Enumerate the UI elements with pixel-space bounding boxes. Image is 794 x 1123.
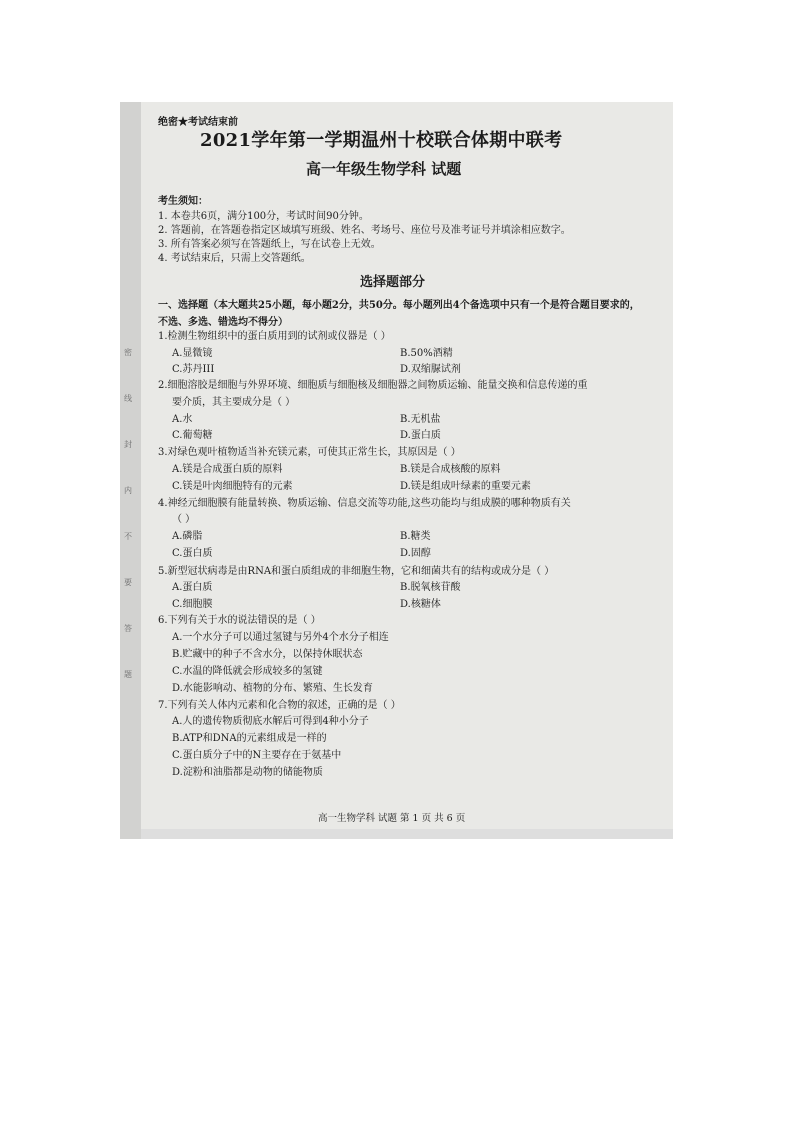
option-d: D.核糖体 [400, 599, 441, 610]
question-stem: 1.检测生物组织中的蛋白质用到的试剂或仪器是（ ） [158, 331, 391, 342]
option-b: B.镁是合成核酸的原料 [400, 464, 501, 475]
option-a: A.水 [172, 414, 193, 425]
option-d: D.双缩脲试剂 [400, 364, 461, 375]
option-b: B.脱氧核苷酸 [400, 582, 461, 593]
exam-title: 2021学年第一学期温州十校联合体期中联考 [200, 130, 563, 151]
exam-subtitle: 高一年级生物学科 试题 [306, 160, 462, 178]
question-stem: 7.下列有关人体内元素和化合物的叙述，正确的是（ ） [158, 700, 401, 711]
section-title: 选择题部分 [360, 275, 426, 290]
option-d: D.固醇 [400, 548, 431, 559]
notice-item: 3. 所有答案必须写在答题纸上，写在试卷上无效。 [158, 239, 381, 250]
binding-margin-text: 密 线 封 内 不 要 答 题 [124, 348, 132, 679]
notice-item: 4. 考试结束后，只需上交答题纸。 [158, 253, 311, 264]
secret-label: 绝密★考试结束前 [158, 117, 238, 128]
question-stem: 4.神经元细胞膜有能量转换、物质运输、信息交流等功能,这些功能均与组成膜的哪种物质有关 [158, 498, 571, 509]
option-c: C.蛋白质 [172, 548, 213, 559]
option-b: B.糖类 [400, 531, 431, 542]
question-stem: 2.细胞溶胶是细胞与外界环境、细胞质与细胞核及细胞器之间物质运输、能量交换和信息传递的重 [158, 380, 588, 391]
question-stem-continued: （ ） [172, 514, 196, 525]
question-stem-continued: 要介质，其主要成分是（ ） [172, 397, 296, 408]
option-a: A.磷脂 [172, 531, 203, 542]
option-a: A.人的遗传物质彻底水解后可得到4种小分子 [172, 716, 369, 727]
page-footer: 高一生物学科 试题 第 1 页 共 6 页 [318, 813, 466, 824]
option-a: A.蛋白质 [172, 582, 213, 593]
option-b: B.贮藏中的种子不含水分，以保持休眠状态 [172, 649, 363, 660]
section-intro: 一、选择题（本大题共25小题，每小题2分，共50分。每小题列出4个备选项中只有一个是符合题目要求的，不选、多选、错选均不得分） [158, 300, 640, 328]
option-c: C.水温的降低就会形成较多的氢键 [172, 666, 323, 677]
option-c: C.苏丹III [172, 364, 215, 375]
option-c: C.细胞膜 [172, 599, 213, 610]
option-c: C.蛋白质分子中的N主要存在于氨基中 [172, 750, 342, 761]
option-a: A.镁是合成蛋白质的原料 [172, 464, 283, 475]
option-a: A.显微镜 [172, 348, 213, 359]
question-stem: 3.对绿色观叶植物适当补充镁元素，可使其正常生长，其原因是（ ） [158, 447, 461, 458]
option-d: D.蛋白质 [400, 430, 441, 441]
option-d: D.淀粉和油脂都是动物的储能物质 [172, 767, 323, 778]
option-a: A.一个水分子可以通过氢键与另外4个水分子相连 [172, 632, 389, 643]
notice-item: 1. 本卷共6页，满分100分，考试时间90分钟。 [158, 211, 369, 222]
option-c: C.葡萄糖 [172, 430, 213, 441]
option-d: D.镁是组成叶绿素的重要元素 [400, 481, 531, 492]
notice-heading: 考生须知： [158, 196, 208, 207]
question-stem: 6.下列有关于水的说法错误的是（ ） [158, 615, 321, 626]
option-d: D.水能影响动、植物的分布、繁殖、生长发育 [172, 683, 373, 694]
notice-item: 2. 答题前，在答题卷指定区域填写班级、姓名、考场号、座位号及准考证号并填涂相应数字。 [158, 225, 571, 236]
option-c: C.镁是叶肉细胞特有的元素 [172, 481, 293, 492]
option-b: B.ATP和DNA的元素组成是一样的 [172, 733, 327, 744]
option-b: B.50%酒精 [400, 348, 453, 359]
option-b: B.无机盐 [400, 414, 441, 425]
question-stem: 5.新型冠状病毒是由RNA和蛋白质组成的非细胞生物，它和细菌共有的结构或成分是（ ） [158, 566, 555, 577]
